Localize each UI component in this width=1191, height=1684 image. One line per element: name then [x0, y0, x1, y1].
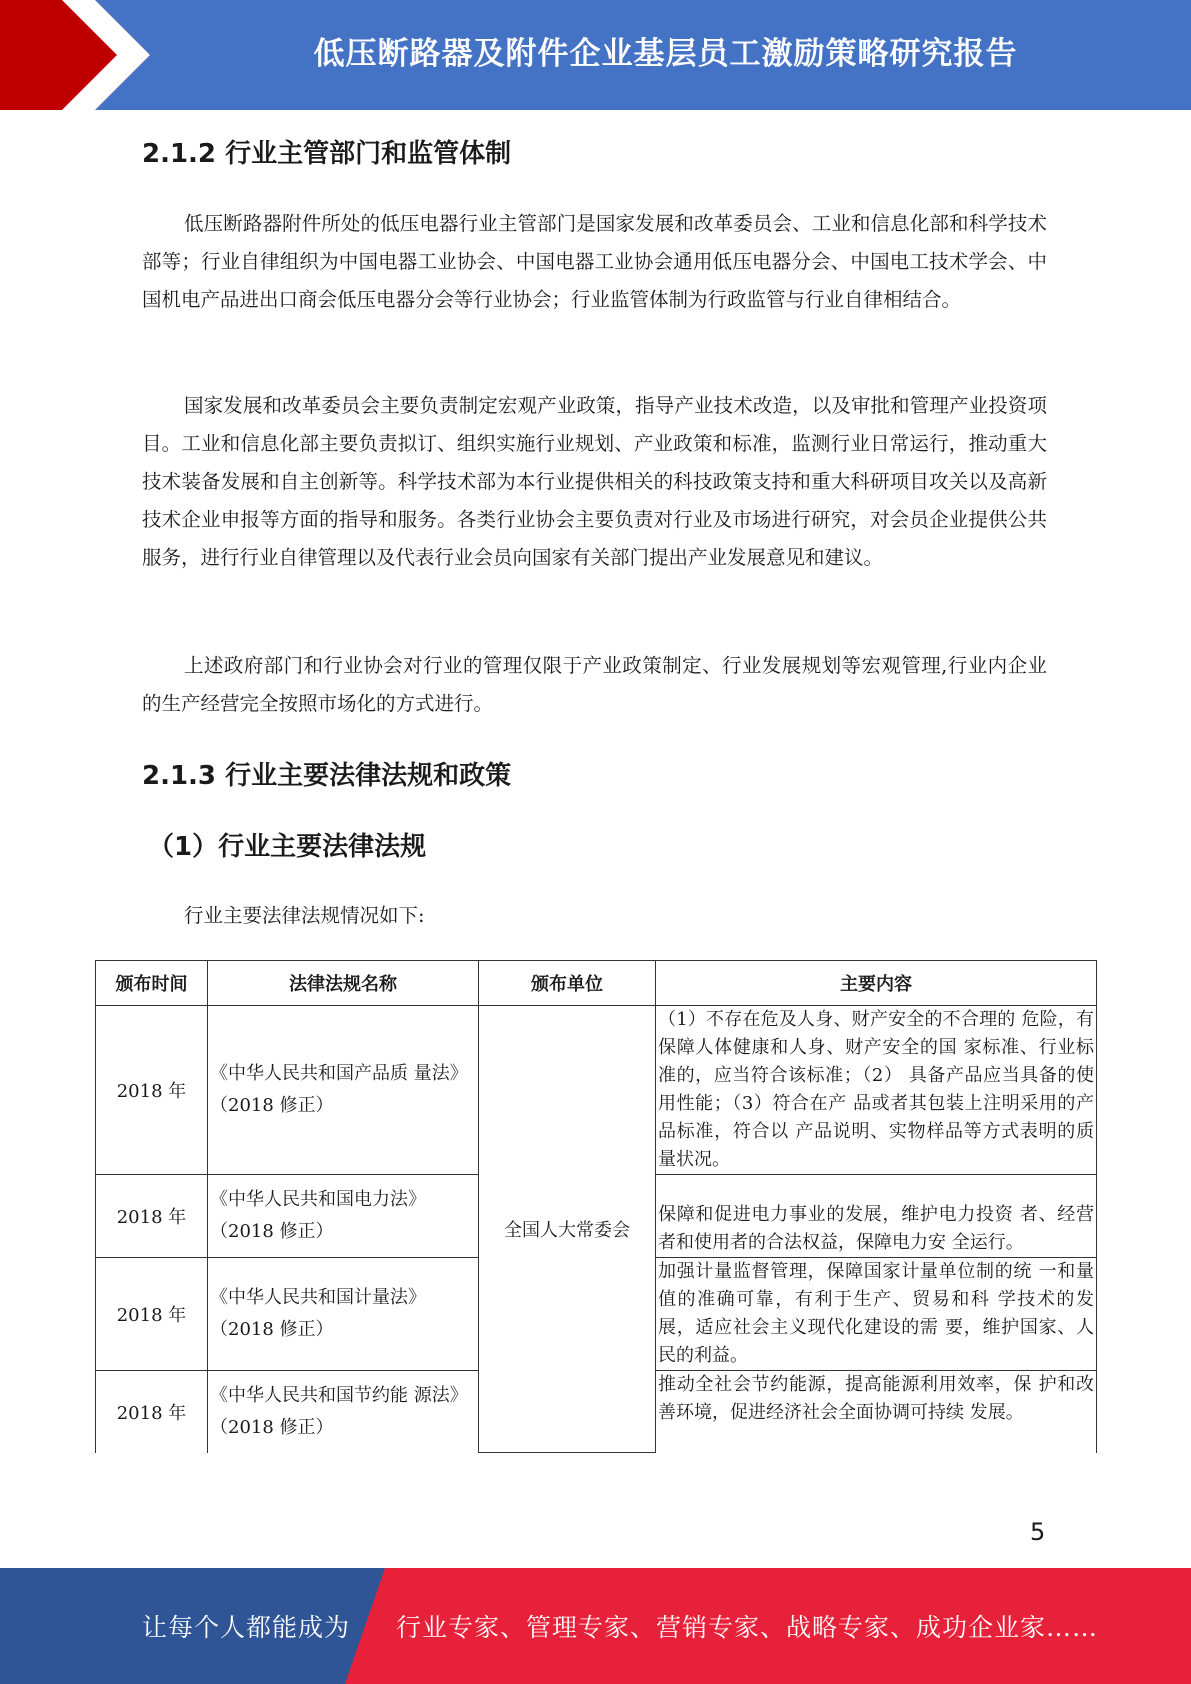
cell-law-name: 《中华人民共和国节约能 源法》（2018 修正） — [208, 1371, 479, 1453]
section-heading-2-1-3: 2.1.3 行业主要法律法规和政策 — [142, 761, 512, 791]
cell-year: 2018 年 — [96, 1175, 208, 1258]
cell-content: 保障和促进电力事业的发展，维护电力投资 者、经营者和使用者的合法权益，保障电力安 全运行。 — [656, 1175, 1097, 1258]
cell-content: 加强计量监督管理，保障国家计量单位制的统 一和量值的准确可靠，有利于生产、贸易和科 学技术的发展，适应社会主义现代化建设的需 要，维护国家、人民的利益。 — [656, 1258, 1097, 1371]
cell-content: 推动全社会节约能源，提高能源利用效率，保 护和改善环境，促进经济社会全面协调可持续 发展。 — [656, 1371, 1097, 1453]
paragraph-scope: 上述政府部门和行业协会对行业的管理仅限于产业政策制定、行业发展规划等宏观管理,行业内企业的生产经营完全按照市场化的方式进行。 — [142, 654, 1047, 715]
paragraph-responsibilities: 国家发展和改革委员会主要负责制定宏观产业政策，指导产业技术改造，以及审批和管理产业投资项目。工业和信息化部主要负责拟订、组织实施行业规划、产业政策和标准，监测行业日常运行，推动重大技术装备发展和自主创新等。科学技术部为本行业提供相关的科技政策支持和重大科研项目攻关以及高新技术企业申报等方面的指导和服务。各类行业协会主要负责对行业及市场进行研究，对会员企业提供公共服务，进行行业自律管理以及代表行业会员向国家有关部门提出产业发展意见和建议。 — [142, 394, 1047, 569]
cell-year: 2018 年 — [96, 1006, 208, 1175]
header-chevron-icon — [0, 0, 180, 110]
footer-slogan-left: 让每个人都能成为 — [142, 1613, 351, 1642]
subsection-heading-laws: （1）行业主要法律法规 — [148, 832, 427, 862]
header-cell-name: 法律法规名称 — [208, 961, 479, 1006]
cell-year: 2018 年 — [96, 1258, 208, 1371]
cell-law-name: 《中华人民共和国计量法》（2018 修正） — [208, 1258, 479, 1371]
cell-content: （1）不存在危及人身、财产安全的不合理的 危险，有保障人体健康和人身、财产安全的国 家标准、行业标准的，应当符合该标准；（2） 具备产品应当具备的使用性能；（3）符合在产 品或者其包装上注明采用的产品标准，符合以 产品说明、实物样品等方式表明的质量状况。 — [656, 1006, 1097, 1175]
cell-issuer: 全国人大常委会 — [479, 1006, 656, 1453]
report-title: 低压断路器及附件企业基层员工激励策略研究报告 — [313, 35, 1018, 72]
footer-slogan-right: 行业专家、管理专家、营销专家、战略专家、成功企业家…… — [396, 1613, 1099, 1642]
header-cell-content: 主要内容 — [656, 961, 1097, 1006]
table-header-row — [96, 961, 1097, 1006]
section-heading-2-1-2: 2.1.2 行业主管部门和监管体制 — [142, 139, 512, 169]
laws-table — [95, 960, 1097, 1453]
cell-year: 2018 年 — [96, 1371, 208, 1453]
cell-law-name: 《中华人民共和国产品质 量法》（2018 修正） — [208, 1006, 479, 1175]
cell-law-name: 《中华人民共和国电力法》（2018 修正） — [208, 1175, 479, 1258]
table-row — [96, 1006, 1097, 1175]
header-cell-issuer: 颁布单位 — [479, 961, 656, 1006]
table-intro: 行业主要法律法规情况如下: — [184, 904, 425, 927]
header-banner — [0, 0, 1191, 110]
page-number: 5 — [1030, 1518, 1046, 1546]
paragraph-regulators: 低压断路器附件所处的低压电器行业主管部门是国家发展和改革委员会、工业和信息化部和科学技术部等；行业自律组织为中国电器工业协会、中国电器工业协会通用低压电器分会、中国电工技术学会、中国机电产品进出口商会低压电器分会等行业协会；行业监管体制为行政监管与行业自律相结合。 — [142, 212, 1047, 311]
header-cell-date: 颁布时间 — [96, 961, 208, 1006]
footer-banner — [0, 1568, 1191, 1684]
